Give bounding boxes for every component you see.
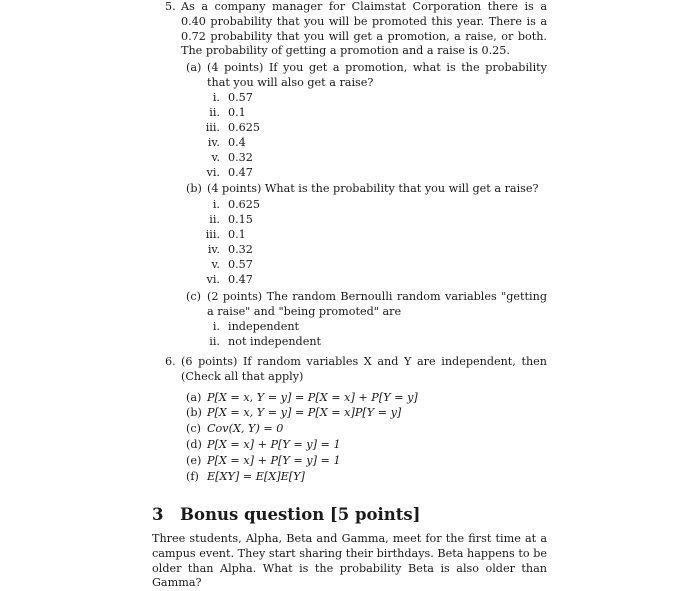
q5a-option-value: 0.1	[228, 106, 246, 119]
section-number: 3	[152, 505, 164, 524]
q5a-text: (4 points) If you get a promotion, what is the probability that you will also get a raise?	[207, 61, 547, 89]
q5b-text: (4 points) What is the probability that you will get a raise?	[207, 182, 539, 195]
q5-text: As a company manager for Claimstat Corporation there is a 0.40 probability that you will be promoted this year. There is a 0.72 probability that you will get a promotion, a raise, or both. The probability of getting a promotion and a raise is 0.25.	[181, 0, 547, 58]
q5b-option-value: 0.1	[228, 228, 246, 241]
q5b-option-value: 0.57	[228, 258, 253, 271]
bonus-question-text: Three students, Alpha, Beta and Gamma, meet for the first time at a campus event. They start sharing their birthdays. Beta happens to be older than Alpha. What is the probability Beta is also older than Gamma?	[152, 532, 547, 590]
q5a-option-value: 0.57	[228, 91, 253, 104]
q5a-option-number: v.	[211, 151, 220, 164]
q6-option-label: (c)	[186, 422, 201, 435]
q5a-option-value: 0.4	[228, 136, 246, 149]
q5b-option-number: iv.	[207, 243, 220, 256]
q6-option-formula: Cov(X, Y) = 0	[207, 422, 284, 435]
q5b-option-number: i.	[212, 198, 220, 211]
q5b-option-value: 0.15	[228, 213, 253, 226]
q6-option-formula: P[X = x, Y = y] = P[X = x]P[Y = y]	[207, 406, 402, 419]
q6-option-label: (d)	[186, 438, 202, 451]
q5a-option-number: iii.	[205, 121, 220, 134]
q6-number: 6.	[165, 355, 176, 368]
q5b-option-number: iii.	[205, 228, 220, 241]
q5c-option-number: ii.	[209, 335, 220, 348]
q5b-option-number: vi.	[206, 273, 220, 286]
q5a-option-value: 0.47	[228, 166, 253, 179]
q5a-option-value: 0.32	[228, 151, 253, 164]
q5a-option-value: 0.625	[228, 121, 261, 134]
q5b-option-number: ii.	[209, 213, 220, 226]
q6-option-label: (a)	[186, 391, 202, 404]
q5b-option-value: 0.625	[228, 198, 261, 211]
q6-option-label: (b)	[186, 406, 202, 419]
section-title: Bonus question [5 points]	[180, 505, 421, 524]
q6-option-label: (e)	[186, 454, 202, 467]
section-heading	[152, 505, 421, 525]
q6-option-formula: P[X = x] + P[Y = y] = 1	[207, 438, 341, 451]
q6-option-label: (f)	[186, 470, 199, 483]
q5a-label: (a)	[186, 61, 202, 74]
q5b-label: (b)	[186, 182, 202, 195]
q6-option-formula: P[X = x] + P[Y = y] = 1	[207, 454, 341, 467]
q6-option-formula: P[X = x, Y = y] = P[X = x] + P[Y = y]	[207, 391, 418, 404]
q6-option-formula: E[XY] = E[X]E[Y]	[207, 470, 305, 483]
q6-text: (6 points) If random variables X and Y are independent, then (Check all that apply)	[181, 355, 547, 383]
q5a-option-number: i.	[212, 91, 220, 104]
q5-number: 5.	[165, 0, 176, 13]
q5a-option-number: ii.	[209, 106, 220, 119]
q5c-option-number: i.	[212, 320, 220, 333]
q5c-option-value: independent	[228, 320, 300, 333]
q5c-option-value: not independent	[228, 335, 322, 348]
q5a-option-number: vi.	[206, 166, 220, 179]
q5b-option-number: v.	[211, 258, 220, 271]
q5b-option-value: 0.32	[228, 243, 253, 256]
q5c-label: (c)	[186, 290, 201, 303]
q5c-text: (2 points) The random Bernoulli random variables "getting a raise" and "being promoted" are	[207, 290, 547, 318]
q5a-option-number: iv.	[207, 136, 220, 149]
q5b-option-value: 0.47	[228, 273, 253, 286]
